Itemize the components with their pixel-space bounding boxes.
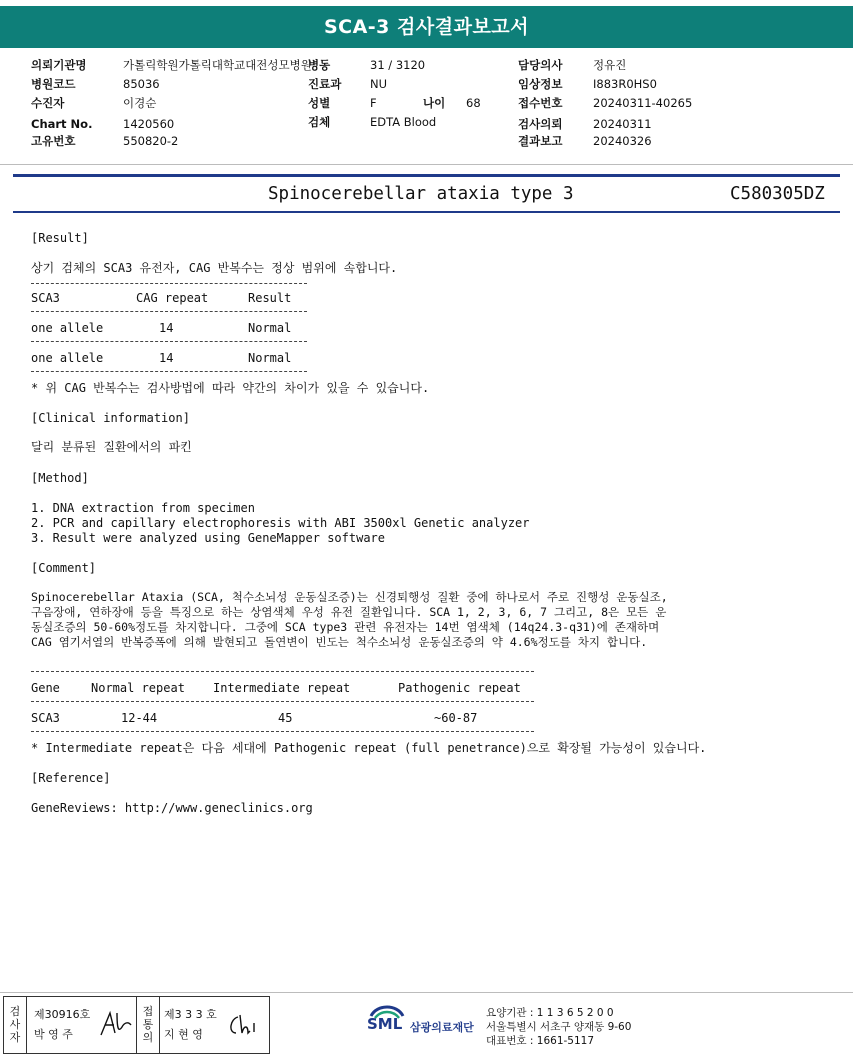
clinical-label: 임상정보 [518, 77, 563, 91]
comment-line-3: 동실조증의 50-60%정도를 차지합니다. 그중에 SCA type3 관련 유전자는 14번 염색체 (14q24.3-q31)에 존재하며 [31, 620, 660, 634]
confirmer-label: 접통의 [142, 1005, 154, 1044]
report-date-label: 결과보고 [518, 134, 563, 148]
result-text: 상기 검체의 SCA3 유전자, CAG 반복수는 정상 범위에 속합니다. [31, 261, 398, 275]
table1-rule [31, 311, 307, 312]
table1-row1-result: Normal [248, 321, 292, 335]
chart-value: 1420560 [123, 117, 175, 131]
clinical-heading: [Clinical information] [31, 411, 190, 425]
intermediate-note: * Intermediate repeat은 다음 세대에 Pathogenic repeat (full penetrance)으로 확장될 가능성이 있습니다. [31, 741, 707, 755]
method-heading: [Method] [31, 471, 89, 485]
org-value: 가톨릭학원가톨릭대학교대전성모병원 [123, 58, 312, 72]
org-phone: 대표번호 : 1661-5117 [486, 1035, 595, 1047]
age-value: 68 [466, 96, 481, 110]
sml-logo-text: SML [367, 1015, 403, 1033]
patient-value: 이경순 [123, 96, 157, 110]
table2-header-intermediate: Intermediate repeat [213, 681, 351, 695]
tester-label-cell [4, 997, 27, 1053]
doctor-label: 담당의사 [518, 58, 563, 72]
sex-value: F [370, 96, 377, 110]
chart-label: Chart No. [31, 117, 93, 131]
cag-note: * 위 CAG 반복수는 검사방법에 따라 약간의 차이가 있을 수 있습니다. [31, 381, 430, 395]
test-code: C580305DZ [730, 184, 825, 204]
method-step-3: 3. Result were analyzed using GeneMapper software [31, 531, 386, 545]
doctor-value: 정유진 [593, 58, 627, 72]
confirmer-name: 지 현 영 [164, 1028, 203, 1041]
clinical-text: 달리 분류된 질환에서의 파킨 [31, 440, 192, 454]
table1-rule [31, 371, 307, 372]
receipt-label: 접수번호 [518, 96, 563, 110]
table1-row2-cag: 14 [159, 351, 174, 365]
org-code: 요양기관 : 1 1 3 6 5 2 0 0 [486, 1007, 614, 1019]
dept-label: 진료과 [308, 77, 342, 91]
table2-normal: 12-44 [121, 711, 158, 725]
table2-gene: SCA3 [31, 711, 60, 725]
tester-name: 박 영 주 [34, 1028, 73, 1041]
reference-heading: [Reference] [31, 771, 111, 785]
org-address: 서울특별시 서초구 양재동 9-60 [486, 1021, 632, 1033]
patient-label: 수진자 [31, 96, 65, 110]
table1-header-gene: SCA3 [31, 291, 60, 305]
confirmer-signature [226, 1011, 262, 1039]
comment-line-1: Spinocerebellar Ataxia (SCA, 척수소뇌성 운동실조증)는 신경퇴행성 질환 중에 하나로서 주로 진행성 운동실조, [31, 590, 668, 604]
footer-divider [0, 992, 853, 993]
test-bar-top [13, 174, 840, 177]
dept-value: NU [370, 77, 388, 91]
method-step-2: 2. PCR and capillary electrophoresis with ABI 3500xl Genetic analyzer [31, 516, 530, 530]
test-bar-bottom [13, 211, 840, 213]
org-label: 의뢰기관명 [31, 58, 87, 72]
org-name: 삼광의료재단 [410, 1021, 474, 1034]
specimen-value: EDTA Blood [370, 115, 437, 129]
uid-value: 550820-2 [123, 134, 179, 148]
table2-header-pathogenic: Pathogenic repeat [398, 681, 521, 695]
report-date-value: 20240326 [593, 134, 652, 148]
table2-header-gene: Gene [31, 681, 60, 695]
age-label: 나이 [423, 96, 446, 110]
clinical-value: I883R0HS0 [593, 77, 657, 91]
code-value: 85036 [123, 77, 160, 91]
table1-row2-result: Normal [248, 351, 292, 365]
tester-signature [98, 1009, 134, 1039]
report-title: SCA-3 검사결과보고서 [0, 6, 853, 48]
sex-label: 성별 [308, 96, 331, 110]
ward-value: 31 / 3120 [370, 58, 426, 72]
table2-pathogenic: ~60-87 [434, 711, 478, 725]
tester-license: 제30916호 [34, 1008, 91, 1021]
table1-header-cag: CAG repeat [136, 291, 209, 305]
table2-header-normal: Normal repeat [91, 681, 185, 695]
reference-text: GeneReviews: http://www.geneclinics.org [31, 801, 313, 815]
table2-rule [31, 701, 534, 702]
table1-rule [31, 341, 307, 342]
comment-line-2: 구음장애, 연하장애 등을 특징으로 하는 상염색체 우성 유전 질환입니다. SCA 1, 2, 3, 6, 7 그리고, 8은 모든 운 [31, 605, 667, 619]
table1-rule [31, 283, 307, 284]
table1-row1-cag: 14 [159, 321, 174, 335]
confirmer-license: 제3 3 3 호 [164, 1008, 217, 1021]
ward-label: 병동 [308, 58, 331, 72]
result-heading: [Result] [31, 231, 89, 245]
method-step-1: 1. DNA extraction from specimen [31, 501, 255, 515]
test-name: Spinocerebellar ataxia type 3 [268, 184, 574, 204]
table1-row1-allele: one allele [31, 321, 104, 335]
uid-label: 고유번호 [31, 134, 76, 148]
request-label: 검사의뢰 [518, 117, 563, 131]
tester-label: 검사자 [9, 1005, 21, 1044]
comment-heading: [Comment] [31, 561, 97, 575]
comment-line-4: CAG 염기서열의 반복증폭에 의해 발현되고 돌연변이 빈도는 척수소뇌성 운동실조증의 약 4.6%정도를 차지 합니다. [31, 635, 648, 649]
table2-rule [31, 731, 534, 732]
specimen-label: 검체 [308, 115, 331, 129]
table2-rule [31, 671, 534, 672]
signature-box [3, 996, 270, 1054]
table2-intermediate: 45 [278, 711, 293, 725]
table1-row2-allele: one allele [31, 351, 104, 365]
request-value: 20240311 [593, 117, 652, 131]
header-divider [0, 164, 853, 165]
table1-header-result: Result [248, 291, 292, 305]
confirmer-label-cell [136, 997, 160, 1053]
code-label: 병원코드 [31, 77, 76, 91]
receipt-value: 20240311-40265 [593, 96, 693, 110]
